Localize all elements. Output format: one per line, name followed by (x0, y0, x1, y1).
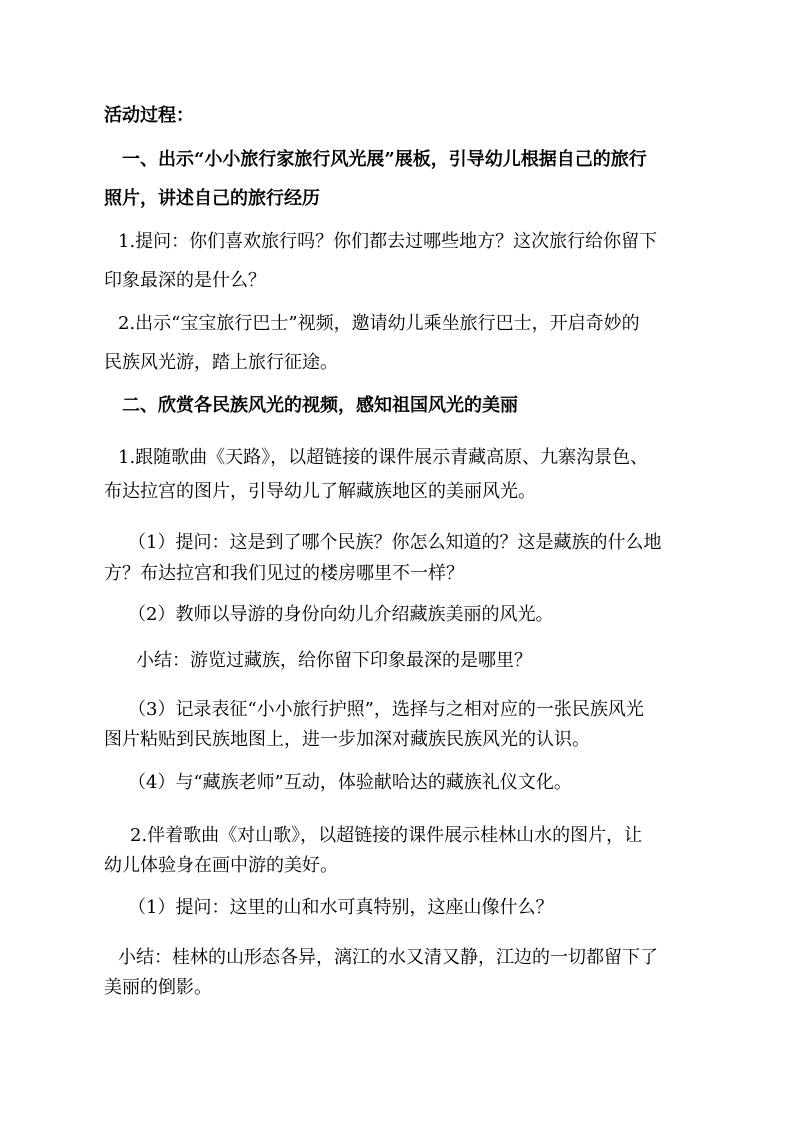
section2-sub3-line2: 图片粘贴到民族地图上，进一步加深对藏族民族风光的认识。 (104, 729, 590, 750)
section2-sub3-line1: （3）记录表征“小小旅行护照”，选择与之相对应的一张民族风光 (128, 699, 644, 720)
section1-item1-line2: 印象最深的是什么？ (104, 270, 266, 291)
section2-item1-line2: 布达拉宫的图片，引导幼儿了解藏族地区的美丽风光。 (104, 481, 536, 502)
section1-item2-line1: 2.出示“宝宝旅行巴士”视频，邀请幼儿乘坐旅行巴士，开启奇妙的 (118, 313, 640, 334)
section1-item1-line1: 1.提问：你们喜欢旅行吗？你们都去过哪些地方？这次旅行给你留下 (118, 231, 658, 252)
section1-item2-line2: 民族风光游，踏上旅行征途。 (104, 352, 338, 373)
section2-summary2-line2: 美丽的倒影。 (104, 977, 212, 998)
section1-title-line2: 照片，讲述自己的旅行经历 (104, 188, 320, 209)
section2-summary2-line1: 小结：桂林的山形态各异，漓江的水又清又静，江边的一切都留下了 (118, 947, 658, 968)
section2-item2-line1: 2.伴着歌曲《对山歌》，以超链接的课件展示桂林山水的图片，让 (130, 825, 643, 846)
section2-sub2: （2）教师以导游的身份向幼儿介绍藏族美丽的风光。 (128, 604, 554, 625)
section2-sub4: （4）与“藏族老师”互动，体验献哈达的藏族礼仪文化。 (128, 772, 572, 793)
section2-item2-line2: 幼儿体验身在画中游的美好。 (104, 855, 338, 876)
section2-item1-line1: 1.跟随歌曲《天路》，以超链接的课件展示青藏高原、九寨沟景色、 (118, 447, 649, 468)
section1-title-line1: 一、出示“小小旅行家旅行风光展”展板，引导幼儿根据自己的旅行 (122, 149, 647, 170)
section2-title: 二、欣赏各民族风光的视频，感知祖国风光的美丽 (122, 395, 518, 416)
section2-sub1-line1: （1）提问：这是到了哪个民族？你怎么知道的？这是藏族的什么地 (128, 532, 662, 553)
section2-item2-sub1: （1）提问：这里的山和水可真特别，这座山像什么？ (128, 897, 554, 918)
section2-sub1-line2: 方？布达拉宫和我们见过的楼房哪里不一样？ (104, 563, 464, 584)
section2-summary1: 小结：游览过藏族，给你留下印象最深的是哪里？ (136, 650, 532, 671)
activity-process-heading: 活动过程： (104, 105, 194, 126)
